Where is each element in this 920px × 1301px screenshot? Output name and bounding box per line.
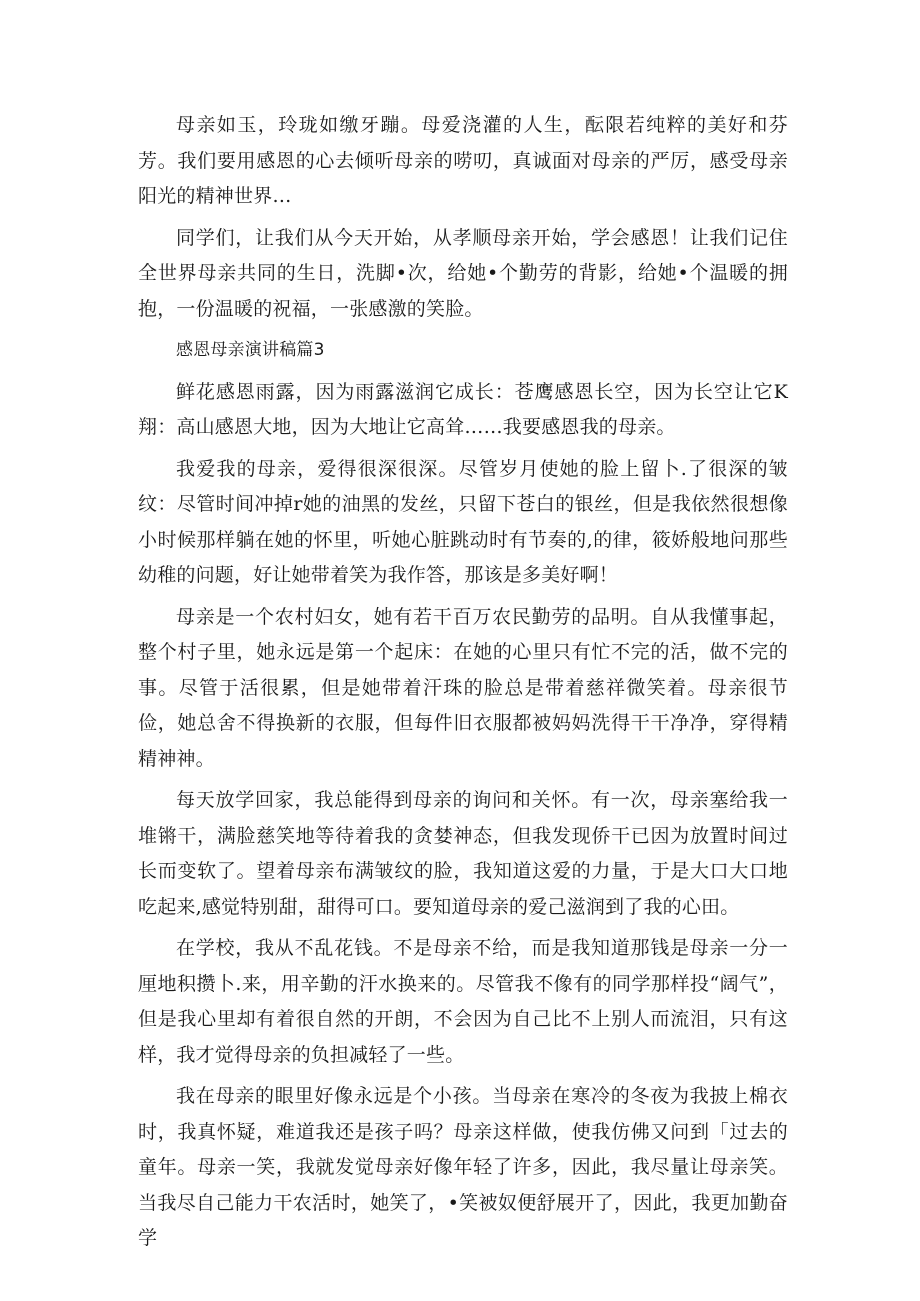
paragraph: 同学们，让我们从今天开始，从孝顺母亲开始，学会感恩！让我们记住全世界母亲共同的生日，洗脚•次，给她•个勤劳的背影，给她•个温暖的拥抱，一份温暖的祝福，一张感激的笑脸。 <box>138 226 788 320</box>
document-body <box>138 108 788 1263</box>
paragraph: 我爱我的母亲，爱得很深很深。尽管岁月使她的脸上留卜.了很深的皱纹：尽管时间冲掉r她的油黑的发丝，只留下苍白的银丝，但是我依然很想像小时候那样躺在她的怀里，听她心脏跳动时有节奏的,的律，筱娇般地问那些幼稚的问题，好让她带着笑为我作答，那该是多美好啊！ <box>138 457 788 586</box>
paragraph: 我在母亲的眼里好像永远是个小孩。当母亲在寒冷的冬夜为我披上棉衣时，我真怀疑，难道我还是孩子吗？母亲这样做，使我仿佛又问到「过去的童年。母亲一笑，我就发觉母亲好像年轻了许多，因此，我尽量让母亲笑。当我尽自己能力干农活时，她笑了，•笑被奴便舒展开了，因此，我更加勤奋学 <box>138 1085 788 1249</box>
paragraph: 每天放学回家，我总能得到母亲的询问和关怀。有一次，母亲塞给我一堆锵干，满脸慈笑地等待着我的贪婪神态，但我发现侨干已因为放置时间过长而变软了。望着母亲布满皱纹的脸，我知道这爱的力量，于是大口大口地吃起来,感觉特别甜，甜得可口。要知道母亲的爱己滋润到了我的心田。 <box>138 789 788 918</box>
section-title: 感恩母亲演讲稿篇3 <box>176 340 325 360</box>
paragraph: 鲜花感恩雨露，因为雨露滋润它成长：苍鹰感恩长空，因为长空让它K翔：高山感恩大地，因为大地让它高耸……我要感恩我的母亲。 <box>138 380 788 438</box>
paragraph: 在学校，我从不乱花钱。不是母亲不给，而是我知道那钱是母亲一分一厘地积攒卜.来，用辛勤的汗水换来的。尽管我不像有的同学那样投“阔气”，但是我心里却有着很自然的开朗，不会因为自己比不上别人而流泪，只有这样，我才觉得母亲的负担减轻了一些。 <box>138 937 788 1066</box>
paragraph: 母亲是一个农村妇女，她有若干百万农民勤劳的品明。自从我懂事起，整个村子里，她永远是第一个起床：在她的心里只有忙不完的活，做不完的事。尽管于活很累，但是她带着汗珠的脸总是带着慈祥微笑着。母亲很节俭，她总舍不得换新的衣服，但每件旧衣服都被妈妈洗得干干净净，穿得精精神神。 <box>138 605 788 770</box>
paragraph: 母亲如玉，玲珑如缴牙蹦。母爱浇灌的人生，酝限若纯粹的美好和芬芳。我们要用感恩的心去倾听母亲的唠叨，真诚面对母亲的严厉，感受母亲阳光的精神世界… <box>138 114 788 207</box>
